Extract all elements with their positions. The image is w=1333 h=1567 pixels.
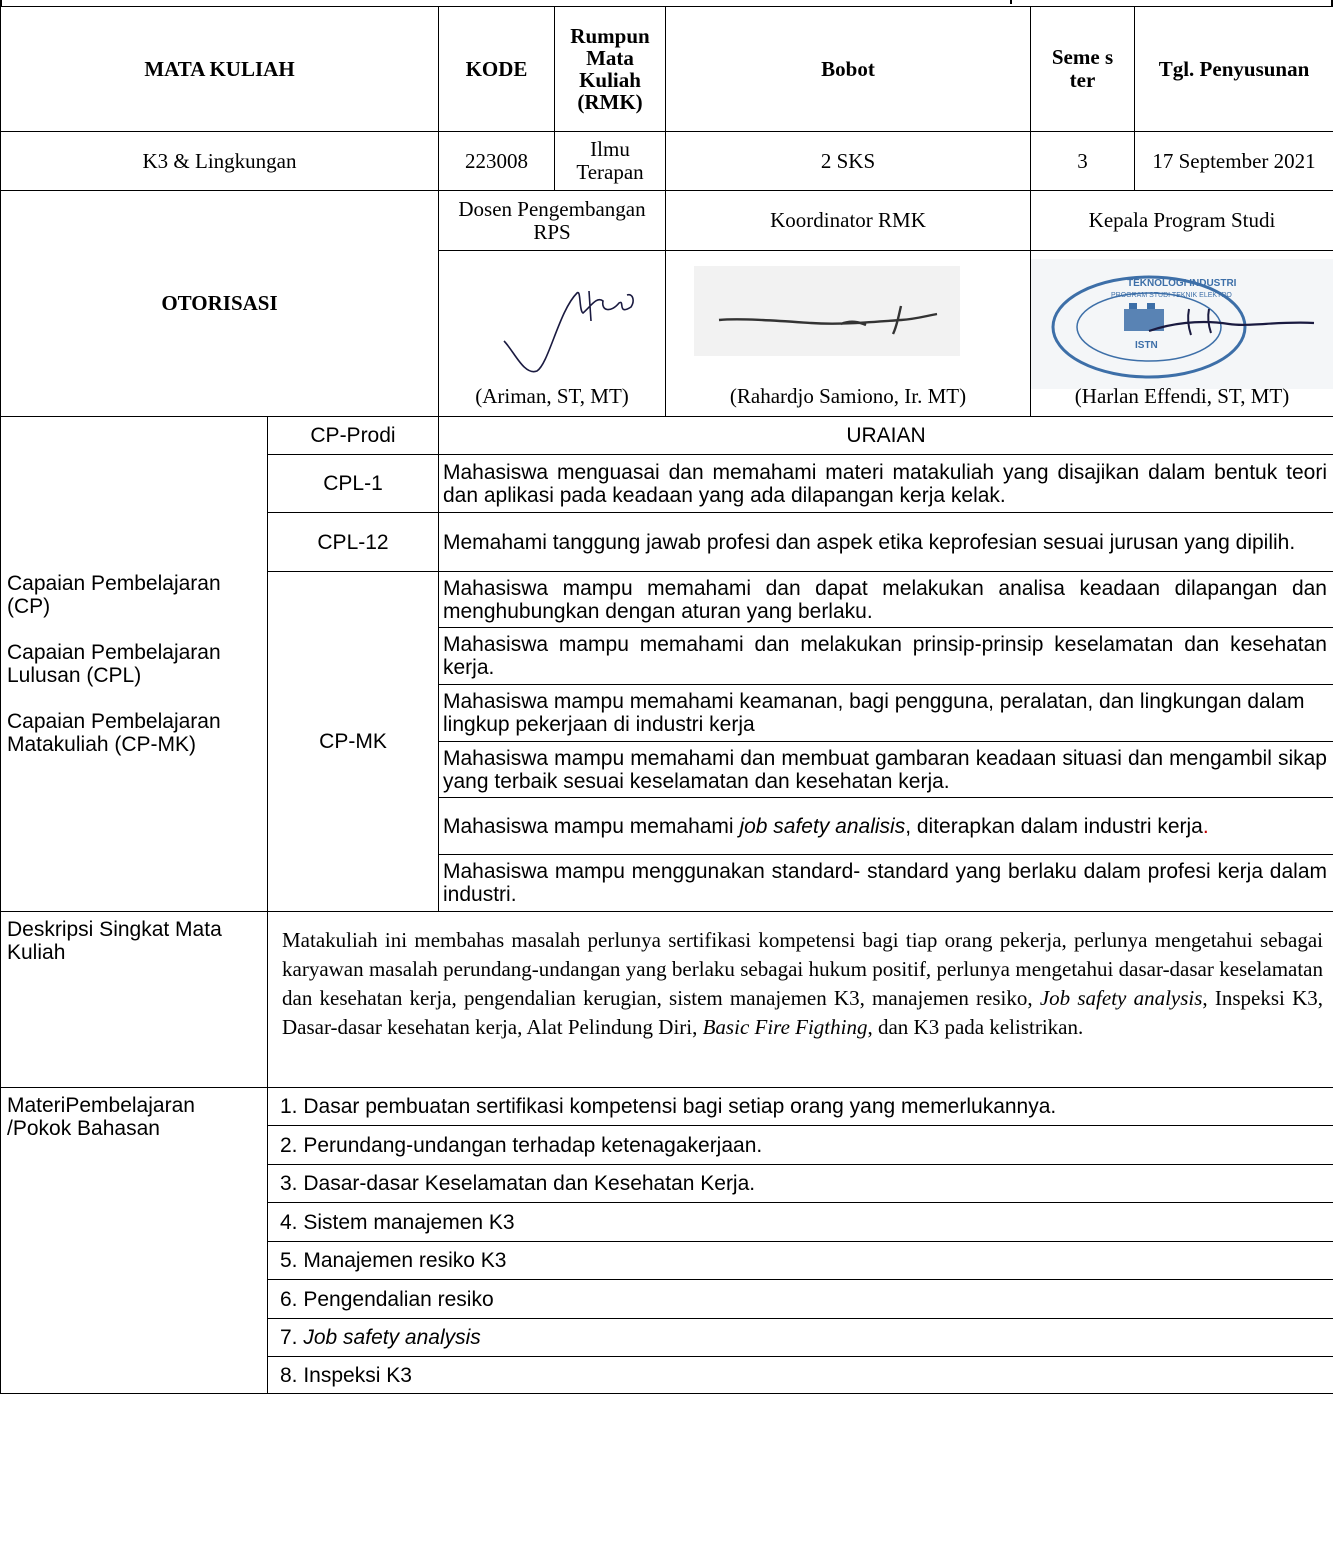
cpmk-item-2: Mahasiswa mampu memahami dan melakukan prinsip-prinsip keselamatan dan kesehatan kerja. (439, 628, 1333, 685)
otorisasi-roles-row (1, 191, 1333, 251)
course-name: K3 & Lingkungan (1, 132, 439, 191)
signature-cell-dosen (439, 251, 666, 417)
otorisasi-label: OTORISASI (1, 191, 439, 417)
stamp-text-istn: ISTN (1135, 340, 1158, 351)
cpmk-item-5: Mahasiswa mampu memahami job safety analisis, diterapkan dalam industri kerja. (439, 798, 1333, 855)
cpl-label: Capaian Pembelajaran Lulusan (CPL) (7, 641, 221, 687)
course-semester: 3 (1031, 132, 1135, 191)
deskripsi-label: Deskripsi Singkat Mata Kuliah (1, 912, 268, 1088)
materi-item-7: 7. Job safety analysis (268, 1319, 1333, 1357)
materi-label: MateriPembelajaran /Pokok Bahasan (1, 1088, 268, 1394)
cp-header-row (1, 417, 1333, 455)
header-semester: Seme s ter (1031, 7, 1135, 132)
signature-cell-koordinator (666, 251, 1031, 417)
materi-item-3: 3. Dasar-dasar Keselamatan dan Kesehatan Kerja. (268, 1165, 1333, 1203)
stamp-text-top: TEKNOLOGI INDUSTRI (1127, 278, 1237, 289)
role-kaprodi: Kepala Program Studi (1031, 191, 1333, 251)
cpl1-code: CPL-1 (268, 455, 439, 513)
course-date: 17 September 2021 (1135, 132, 1333, 191)
role-dosen: Dosen Pengembangan RPS (439, 191, 666, 251)
name-ariman: (Ariman, ST, MT) (475, 384, 629, 408)
course-sks: 2 SKS (666, 132, 1031, 191)
col-cp-prodi: CP-Prodi (268, 417, 439, 455)
cpl12-text: Memahami tanggung jawab profesi dan aspek etika keprofesian sesuai jurusan yang dipilih. (439, 513, 1333, 572)
header-row (1, 7, 1333, 132)
stamp-text-mid: PROGRAM STUDI TEKNIK ELEKTRO (1111, 292, 1232, 299)
materi-item-1: 1. Dasar pembuatan sertifikasi kompetensi bagi setiap orang yang memerlukannya. (268, 1088, 1333, 1126)
course-row (1, 132, 1333, 191)
materi-item-4: 4. Sistem manajemen K3 (268, 1203, 1333, 1242)
course-code: 223008 (439, 132, 555, 191)
header-rmk: Rumpun Mata Kuliah (RMK) (555, 7, 666, 132)
name-harlan: (Harlan Effendi, ST, MT) (1074, 384, 1290, 408)
course-rmk: Ilmu Terapan (555, 132, 666, 191)
name-rahardjo: (Rahardjo Samiono, Ir. MT) (729, 384, 967, 408)
role-koordinator: Koordinator RMK (666, 191, 1031, 251)
header-bobot: Bobot (666, 7, 1031, 132)
signature-ariman (499, 271, 649, 381)
cp-side-label (1, 417, 268, 912)
materi-item-8: 8. Inspeksi K3 (268, 1357, 1333, 1394)
materi-row-1 (1, 1088, 1333, 1126)
header-mata-kuliah: MATA KULIAH (1, 7, 439, 132)
cpmk-code: CP-MK (268, 572, 439, 912)
rps-table (0, 6, 1333, 1394)
materi-item-2: 2. Perundang-undangan terhadap ketenagakerjaan. (268, 1126, 1333, 1165)
header-kode: KODE (439, 7, 555, 132)
col-uraian: URAIAN (439, 417, 1333, 455)
cpmk-label: Capaian Pembelajaran Matakuliah (CP-MK) (7, 710, 221, 756)
signature-rahardjo (701, 276, 961, 356)
cpmk-item-3: Mahasiswa mampu memahami keamanan, bagi pengguna, peralatan, dan lingkungan dalam lingkup pekerjaan di industri kerja (439, 685, 1333, 742)
materi-item-5: 5. Manajemen resiko K3 (268, 1242, 1333, 1280)
deskripsi-text: Matakuliah ini membahas masalah perlunya sertifikasi kompetensi bagi tiap orang pekerja, perlunya mengetahui sebagai karyawan masalah perundang-undangan yang berlaku sebagai hukum positif, perlunya mengetahui dasar-dasar keselamatan dan kesehatan kerja, pengendalian kerugian, sistem manajemen K3, manajemen resiko, Job safety analysis, Inspeksi K3, Dasar-dasar kesehatan kerja, Alat Pelindung Diri, Basic Fire Figthing, dan K3 pada kelistrikan. (268, 912, 1333, 1088)
italic-job-safety: job safety analisis (739, 814, 906, 838)
signature-cell-kaprodi (1031, 251, 1333, 417)
cpl12-code: CPL-12 (268, 513, 439, 572)
deskripsi-row (1, 912, 1333, 1088)
cpmk-item-4: Mahasiswa mampu memahami dan membuat gambaran keadaan situasi dan mengambil sikap yang terbaik sesuai keselamatan dan kesehatan kerja. (439, 742, 1333, 798)
cpmk-item-1: Mahasiswa mampu memahami dan dapat melakukan analisa keadaan dilapangan dan menghubungkan dengan aturan yang berlaku. (439, 572, 1333, 628)
cpl1-text: Mahasiswa menguasai dan memahami materi matakuliah yang disajikan dalam bentuk teori dan aplikasi pada keadaan yang ada dilapangan kerja kelak. (439, 455, 1333, 513)
cp-label: Capaian Pembelajaran (CP) (7, 572, 221, 618)
materi-item-6: 6. Pengendalian resiko (268, 1280, 1333, 1319)
header-tgl-penyusunan: Tgl. Penyusunan (1135, 7, 1333, 132)
cpmk-item-6: Mahasiswa mampu menggunakan standard- standard yang berlaku dalam profesi kerja dalam industri. (439, 855, 1333, 912)
